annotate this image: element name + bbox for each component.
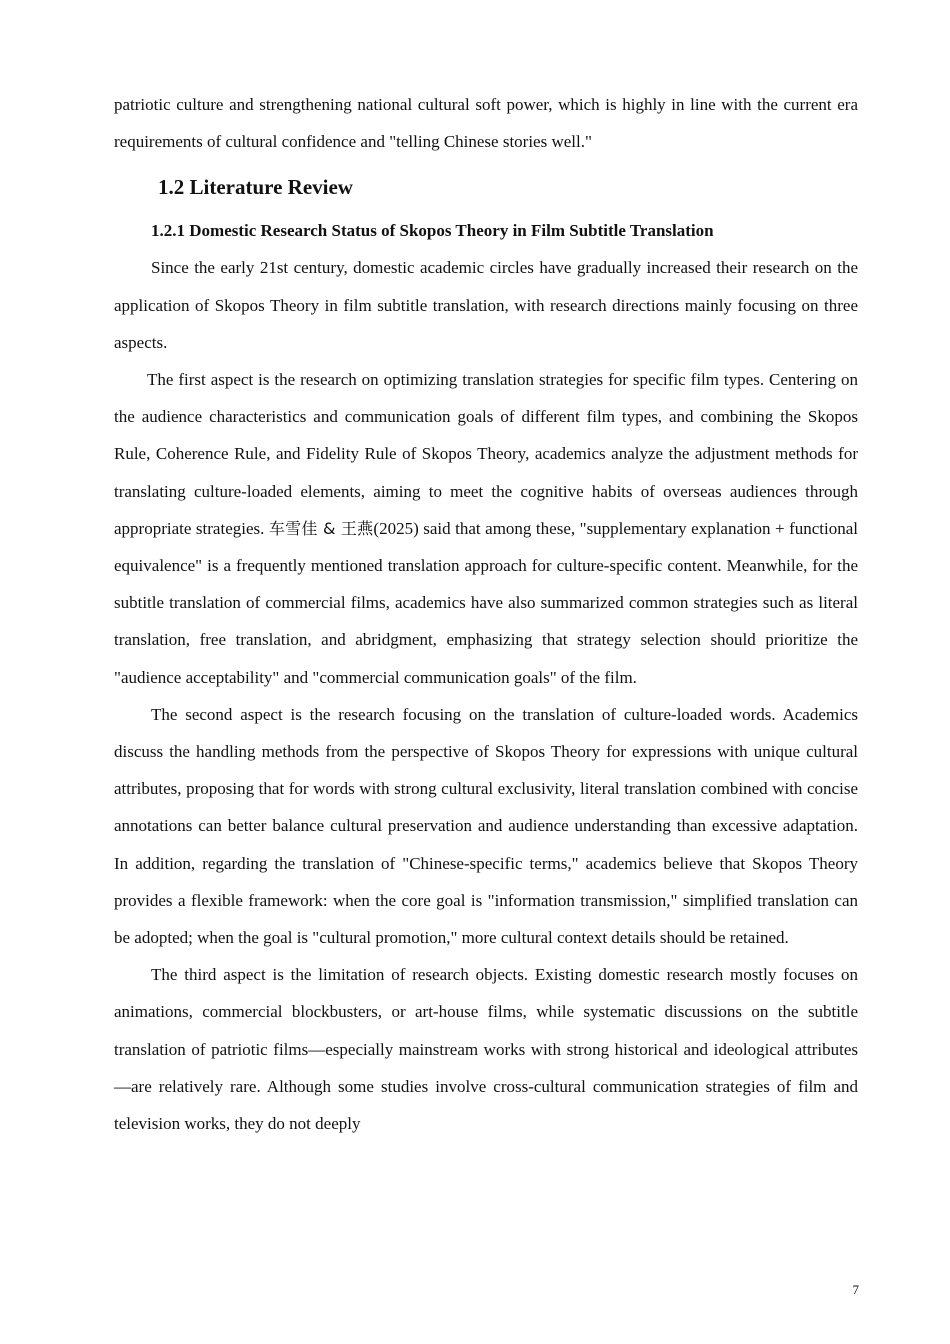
- paragraph-first-aspect: [114, 361, 858, 696]
- paragraph-intro: Since the early 21st century, domestic academic circles have gradually increased their research on the application of Skopos Theory in film subtitle translation, with research directions mainly focusing on three aspects.: [114, 258, 858, 352]
- citation-authors: 车雪佳 & 王燕: [268, 518, 374, 538]
- paragraph-first-aspect-part1: The first aspect is the research on optimizing translation strategies for specific film types. Centering on the audience characteristics and communication goals of different film types, and combining the Skopos Rule, Coherence Rule, and Fidelity Rule of Skopos Theory, academics analyze the adjustment methods for translating culture-loaded elements, aiming to meet the cognitive habits of overseas audiences through appropriate strategies.: [114, 370, 858, 538]
- page-number: 7: [852, 1282, 859, 1297]
- paragraph-first-aspect-part2: (2025) said that among these, "supplementary explanation + functional equivalence" is a frequently mentioned translation approach for culture-specific content. Meanwhile, for the subtitle translation of commercial films, academics have also summarized common strategies such as literal translation, free translation, and abridgment, emphasizing that strategy selection should prioritize the "audience acceptability" and "commercial communication goals" of the film.: [114, 518, 859, 687]
- paragraph-continued: patriotic culture and strengthening national cultural soft power, which is highly in line with the current era requirements of cultural confidence and "telling Chinese stories well.": [114, 95, 858, 152]
- document-body: [114, 86, 858, 1142]
- paragraph-third-aspect: The third aspect is the limitation of research objects. Existing domestic research mostly focuses on animations, commercial blockbusters, or art-house films, while systematic discussions on the subtitle translation of patriotic films—especially mainstream works with strong historical and ideological attributes—are relatively rare. Although some studies involve cross-cultural communication strategies of film and television works, they do not deeply: [114, 965, 858, 1134]
- section-heading: 1.2 Literature Review: [158, 175, 353, 200]
- paragraph-second-aspect: The second aspect is the research focusing on the translation of culture-loaded words. Academics discuss the handling methods from the perspective of Skopos Theory for expressions with unique cultural attributes, proposing that for words with strong cultural exclusivity, literal translation combined with concise annotations can better balance cultural preservation and audience understanding than excessive adaptation. In addition, regarding the translation of "Chinese-specific terms," academics believe that Skopos Theory provides a flexible framework: when the core goal is "information transmission," simplified translation can be adopted; when the goal is "cultural promotion," more cultural context details should be retained.: [114, 704, 858, 948]
- subsection-heading: 1.2.1 Domestic Research Status of Skopos Theory in Film Subtitle Translation: [151, 221, 714, 241]
